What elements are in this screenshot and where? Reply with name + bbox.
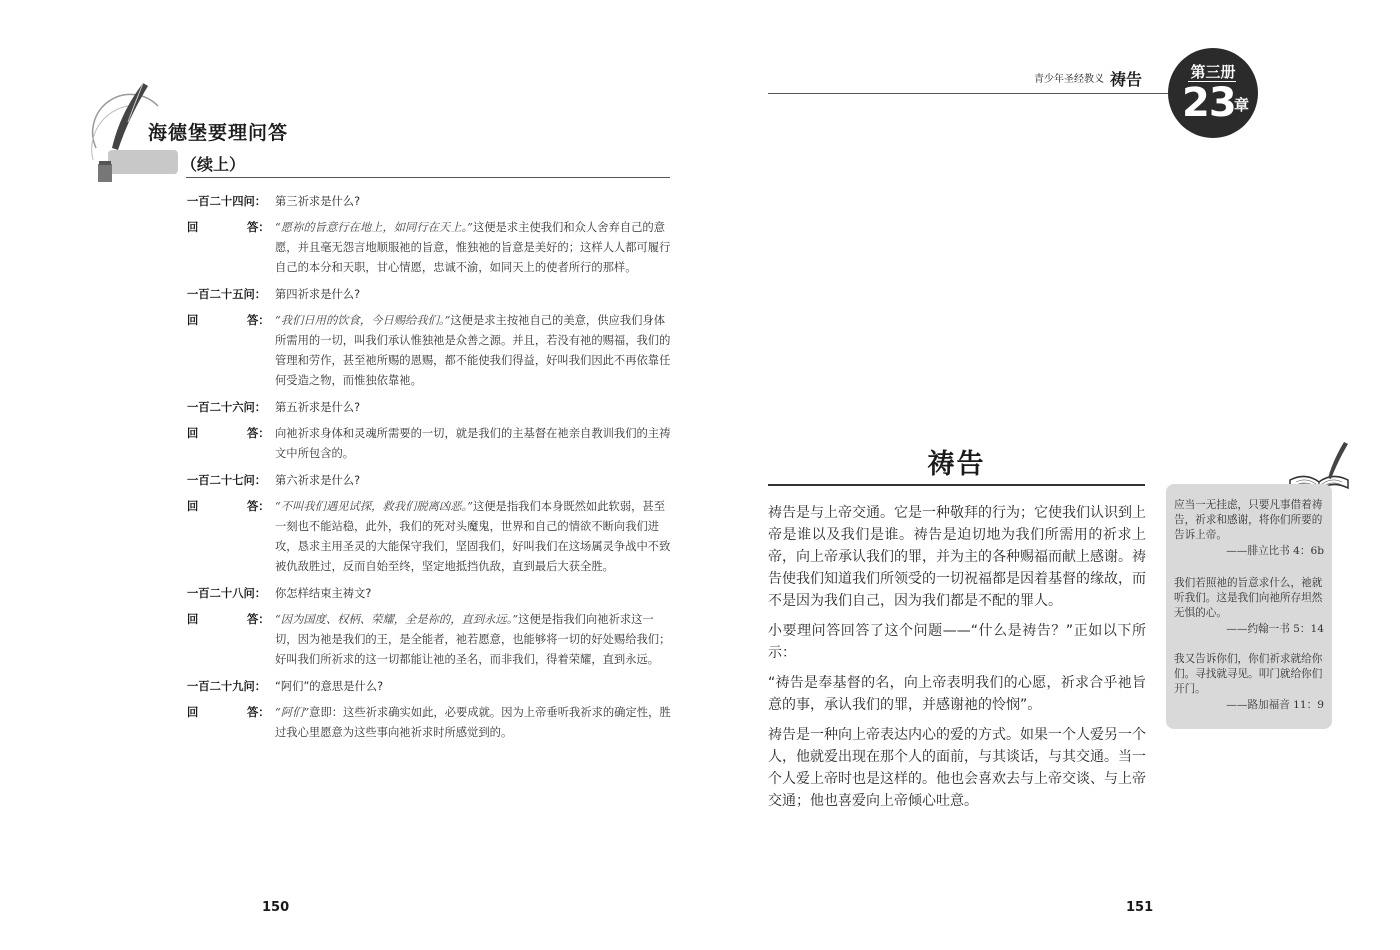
qa-list xyxy=(187,190,673,750)
answer-127 xyxy=(187,497,673,577)
paragraph: 祷告是与上帝交通。它是一种敬拜的行为；它使我们认识到上帝是谁以及我们是谁。祷告是迫切地为我们所需用的祈求上帝，向上帝承认我们的罪，并为主的各种赐福而献上感谢。祷告使我们知道我们所领受的一切祝福都是因着基督的缘故，而不是因为我们自己，因为我们都是不配的罪人。 xyxy=(768,505,1146,609)
body-text xyxy=(768,502,1146,820)
header-rule xyxy=(768,93,1173,94)
right-page xyxy=(700,0,1400,950)
verse-text: 应当一无挂虑，只要凡事借着祷告，祈求和感谢，将你们所要的告诉上帝。 xyxy=(1174,499,1323,541)
answer-text: 这便是指我们向祂祈求这一切，因为祂是我们的王，是全能者，祂若愿意，也能够将一切的好处赐给我们；好叫我们所祈求的这一切都能让祂的圣名，而非我们，得着荣耀，直到永远。 xyxy=(275,613,671,666)
question-text: 第三祈求是什么? xyxy=(275,195,361,208)
answer-label-da: 答： xyxy=(247,613,270,626)
answer-label-hui: 回 xyxy=(187,427,199,440)
question-label: 一百二十六问： xyxy=(187,401,267,414)
question-124 xyxy=(187,192,673,212)
verse-reference: ——约翰一书 5：14 xyxy=(1226,623,1324,635)
answer-label-da: 答： xyxy=(247,706,270,719)
answer-text: 意即：这些祈求确实如此，必要成就。因为上帝垂听我祈求的确定性，胜过我心里愿意为这些事向祂祈求时所感觉到的。 xyxy=(275,706,671,739)
question-label: 一百二十五问： xyxy=(187,288,267,301)
question-label: 一百二十八问： xyxy=(187,587,267,600)
running-header-title: 祷告 xyxy=(1110,70,1143,89)
running-header-series: 青少年圣经教义 xyxy=(1034,74,1104,85)
sidebar-verse xyxy=(1174,576,1324,637)
answer-quote: “不叫我们遇见试探，救我们脱离凶恶。” xyxy=(275,500,473,513)
question-129 xyxy=(187,677,673,697)
question-125 xyxy=(187,285,673,305)
badge-unit: 章 xyxy=(1234,96,1250,114)
verse-text: 我们若照祂的旨意求什么，祂就听我们。这是我们向祂所存坦然无惧的心。 xyxy=(1174,577,1323,619)
page-number-right: 151 xyxy=(1126,900,1154,915)
question-label: 一百二十七问： xyxy=(187,474,267,487)
answer-label-hui: 回 xyxy=(187,613,199,626)
answer-129 xyxy=(187,703,673,743)
question-text: 第六祈求是什么? xyxy=(275,474,361,487)
answer-text: 这便是指我们本身既然如此软弱，甚至一刻也不能站稳，此外，我们的死对头魔鬼，世界和自己的情欲不断向我们进攻，恳求主用圣灵的大能保守我们，坚固我们，好叫我们在这场属灵争战中不致被仇敌胜过，反而自始至终，坚定地抵挡仇敌，直到最后大获全胜。 xyxy=(275,500,671,573)
answer-text: 这便是求主按祂自己的美意，供应我们身体所需用的一切，叫我们承认惟独祂是众善之源。并且，若没有祂的赐福，我们的管理和劳作，甚至祂所赐的恩赐，都不能使我们得益，好叫我们因此不再依靠任何受造之物，而惟独依靠祂。 xyxy=(275,314,671,387)
scripture-sidebar xyxy=(1166,484,1332,729)
answer-label-da: 答： xyxy=(247,427,270,440)
chapter-badge xyxy=(1168,48,1258,138)
answer-label-hui: 回 xyxy=(187,706,199,719)
answer-quote: “因为国度、权柄、荣耀，全是祢的，直到永远。” xyxy=(275,613,519,626)
answer-label-da: 答： xyxy=(247,500,270,513)
question-text: 第四祈求是什么? xyxy=(275,288,361,301)
page-title: 海德堡要理问答 xyxy=(148,122,289,144)
question-126 xyxy=(187,398,673,418)
page-subtitle: （续上） xyxy=(181,155,246,174)
answer-text: 向祂祈求身体和灵魂所需要的一切，就是我们的主基督在祂亲自教训我们的主祷文中所包含的。 xyxy=(275,427,671,460)
sidebar-verse xyxy=(1174,498,1324,559)
question-text: “阿们”的意思是什么? xyxy=(275,680,384,693)
answer-label-da: 答： xyxy=(247,221,270,234)
section-title: 祷告 xyxy=(927,449,986,480)
title-rule xyxy=(186,177,670,178)
sidebar-verse xyxy=(1174,652,1324,713)
answer-124 xyxy=(187,218,673,278)
question-text: 你怎样结束主祷文? xyxy=(275,587,372,600)
question-127 xyxy=(187,471,673,491)
paragraph: “祷告是奉基督的名，向上帝表明我们的心愿，祈求合乎祂旨意的事，承认我们的罪，并感谢祂的怜悯”。 xyxy=(768,675,1146,713)
badge-volume: 第三册 xyxy=(1190,63,1236,81)
answer-quote: “愿祢的旨意行在地上，如同行在天上。” xyxy=(275,221,473,234)
section-rule xyxy=(768,484,1145,486)
answer-label-hui: 回 xyxy=(187,500,199,513)
answer-label-hui: 回 xyxy=(187,314,199,327)
verse-reference: ——路加福音 11：9 xyxy=(1226,699,1324,711)
answer-label-hui: 回 xyxy=(187,221,199,234)
answer-quote: “阿们” xyxy=(275,706,310,719)
verse-reference: ——腓立比书 4：6b xyxy=(1226,545,1324,557)
question-text: 第五祈求是什么? xyxy=(275,401,361,414)
answer-125 xyxy=(187,311,673,391)
badge-number: 23 xyxy=(1182,80,1236,126)
paragraph: 祷告是一种向上帝表达内心的爱的方式。如果一个人爱另一个人，他就爱出现在那个人的面前，与其谈话，与其交通。当一个人爱上帝时也是这样的。他也会喜欢去与上帝交谈、与上帝交通；他也喜爱向上帝倾心吐意。 xyxy=(768,727,1146,809)
answer-126 xyxy=(187,424,673,464)
answer-text: 这便是求主使我们和众人舍弃自己的意愿，并且毫无怨言地顺服祂的旨意，惟独祂的旨意是美好的；这样人人都可履行自己的本分和天职，甘心情愿，忠诚不渝，如同天上的使者所行的那样。 xyxy=(275,221,671,274)
question-label: 一百二十四问： xyxy=(187,195,267,208)
answer-quote: “我们日用的饮食，今日赐给我们。” xyxy=(275,314,451,327)
question-label: 一百二十九问： xyxy=(187,680,267,693)
answer-label-da: 答： xyxy=(247,314,270,327)
question-128 xyxy=(187,584,673,604)
verse-text: 我又告诉你们，你们祈求就给你们。寻找就寻见。叩门就给你们开门。 xyxy=(1174,653,1323,695)
answer-128 xyxy=(187,610,673,670)
page-number-left: 150 xyxy=(262,900,290,915)
paragraph: 小要理问答回答了这个问题——“什么是祷告？”正如以下所示： xyxy=(768,623,1146,661)
